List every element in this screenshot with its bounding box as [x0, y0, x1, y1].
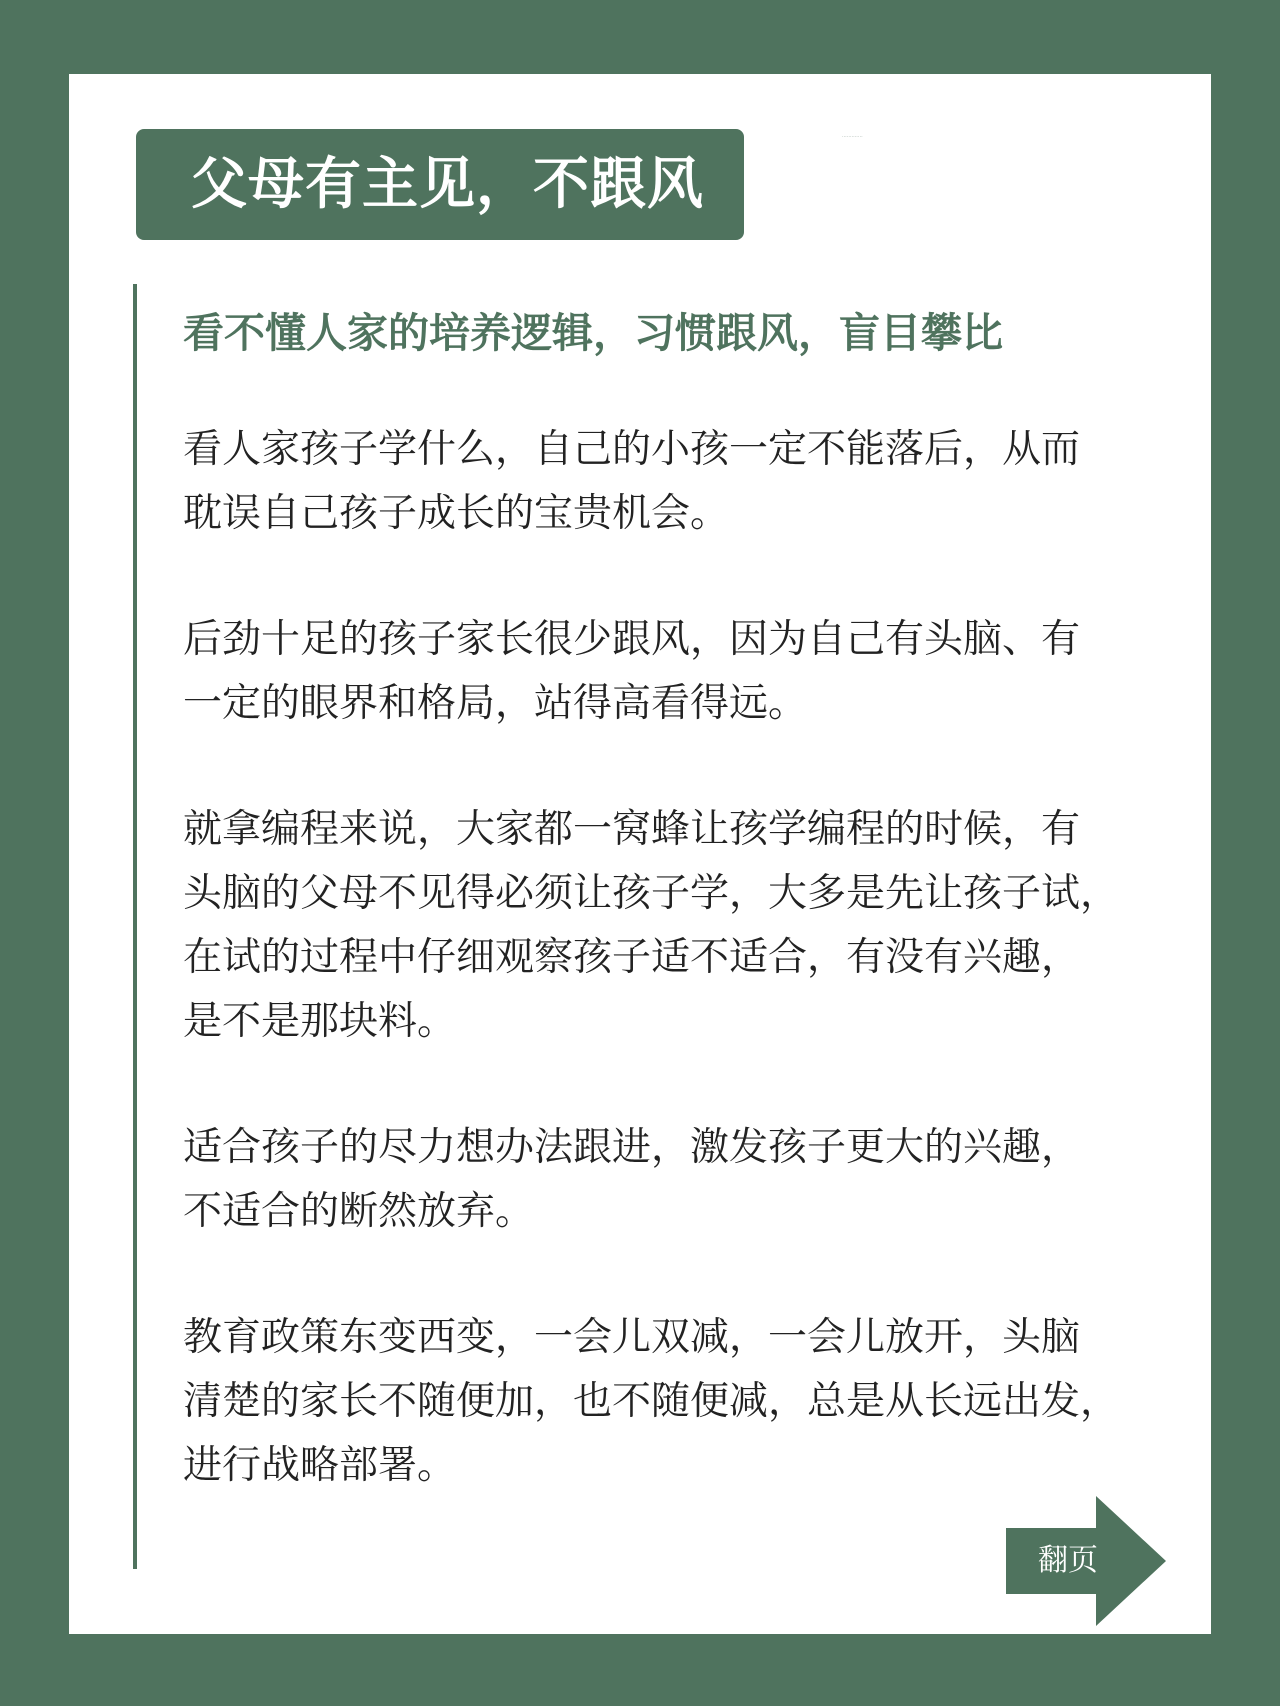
paragraph-line: 不适合的断然放弃。	[183, 1189, 535, 1234]
accent-divider	[133, 284, 137, 1569]
paragraph	[183, 418, 1193, 546]
paragraph-line: 教育政策东变西变，一会儿双减，一会儿放开，头脑	[183, 1315, 1081, 1360]
paragraph-line: 看人家孩子学什么，自己的小孩一定不能落后，从而	[183, 427, 1081, 472]
paragraph-line: 头脑的父母不见得必须让孩子学，大多是先让孩子试，	[183, 871, 1120, 916]
watermark-text: ·············	[842, 134, 863, 140]
page-title: 父母有主见，不跟风	[191, 152, 704, 217]
title-banner	[136, 129, 744, 240]
paragraph-line: 适合孩子的尽力想办法跟进，激发孩子更大的兴趣，	[183, 1125, 1081, 1170]
paragraph-line: 后劲十足的孩子家长很少跟风，因为自己有头脑、有	[183, 617, 1081, 662]
paragraph	[183, 798, 1193, 1054]
paragraph-line: 是不是那块料。	[183, 999, 457, 1044]
paragraph-line: 耽误自己孩子成长的宝贵机会。	[183, 491, 730, 536]
paragraph-line: 进行战略部署。	[183, 1443, 457, 1488]
content-card	[69, 74, 1211, 1634]
paragraph-line: 在试的过程中仔细观察孩子适不适合，有没有兴趣，	[183, 935, 1081, 980]
paragraph-line: 就拿编程来说，大家都一窝蜂让孩学编程的时候，有	[183, 807, 1081, 852]
paragraph-line: 清楚的家长不随便加，也不随便减，总是从长远出发，	[183, 1379, 1120, 1424]
paragraph	[183, 608, 1193, 736]
paragraph-line: 一定的眼界和格局，站得高看得远。	[183, 681, 808, 726]
paragraph	[183, 1116, 1193, 1244]
next-page-label: 翻页	[1038, 1543, 1098, 1578]
section-subtitle: 看不懂人家的培养逻辑，习惯跟风，盲目攀比	[183, 309, 1003, 357]
next-page-button[interactable]	[1006, 1496, 1176, 1626]
paragraph	[183, 1306, 1193, 1498]
